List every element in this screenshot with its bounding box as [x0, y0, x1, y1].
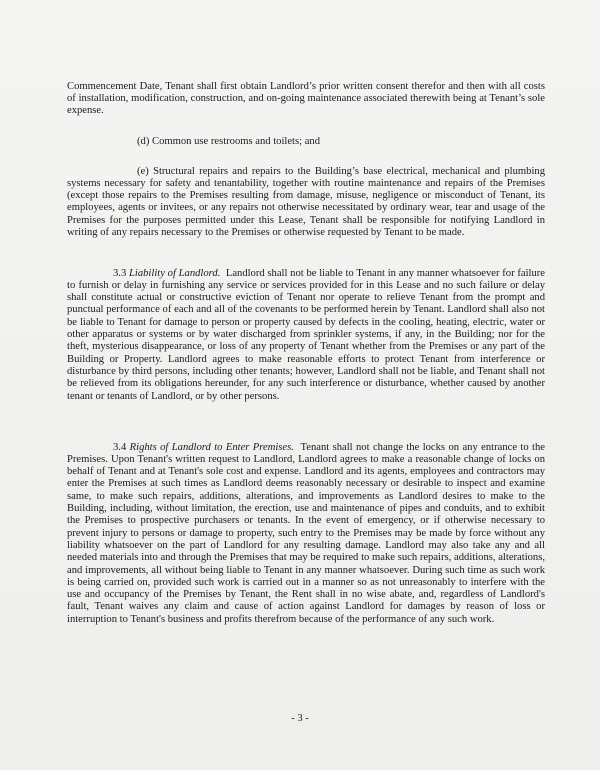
- page-number: - 3 -: [291, 713, 309, 724]
- section-number: 3.4: [113, 441, 127, 453]
- section-body: Landlord shall not be liable to Tenant in any manner whatsoever for failure to furnish or delay in furnishing any service or services provided for in this Lease and no such failure or delay shall constitute actual or constructive eviction of Tenant nor operate to relieve Tenant from the prompt and punctual performance of each and all of the covenants to be performed herein by Tenant. Landlord shall also not be liable to Tenant for damage to person or property caused by defects in the cooling, heating, electric, water or other apparatus or systems or by water discharged from sprinkler systems, if any, in the Building; nor for the theft, mysterious disappearance, or loss of any property of Tenant whether from the Premises or any part of the Building or Property. Landlord agrees to make reasonable efforts to protect Tenant from interference or disturbance by third persons, including other tenants; however, Landlord shall not be liable, and Tenant shall not be relieved from its obligations hereunder, for any such interference or disturbance, whether caused by another tenant or tenants of Landlord, or by other persons.: [67, 267, 545, 402]
- section-heading: Liability of Landlord.: [129, 267, 221, 279]
- item-e-structural-repairs: (e) Structural repairs and repairs to the Building’s base electrical, mechanical and plumbing systems necessary for safety and tenantability, together with routine maintenance and repairs of the Premises (except those repairs to the Premises resulting from damage, misuse, negligence or misconduct of Tenant, its employees, agents or invitees, or any repairs not otherwise necessitated by ordinary wear, tear and usage of the Premises for the purposes permitted under this Lease, Tenant shall be responsible for notifying Landlord in writing of any repairs necessary to the Premises or otherwise requested by Tenant to be made.: [67, 165, 545, 239]
- section-heading: Rights of Landlord to Enter Premises.: [129, 441, 294, 453]
- section-3-3-liability: [67, 268, 545, 403]
- paragraph-commencement-date: Commencement Date, Tenant shall first obtain Landlord’s prior written consent therefor and then with all costs of installation, modification, construction, and on-going maintenance associated therewith being at Tenant’s sole expense.: [67, 80, 545, 117]
- section-3-4-rights-to-enter: [67, 442, 545, 626]
- item-d-restrooms: (d) Common use restrooms and toilets; and: [137, 135, 321, 147]
- section-body: Tenant shall not change the locks on any entrance to the Premises. Upon Tenant's written request to Landlord, Landlord agrees to make a reasonable change of locks on behalf of Tenant and at Tenant's sole cost and expense. Landlord and its agents, employees and contractors may enter the Premises at such times as Landlord deems reasonably necessary or desirable to inspect and examine same, to make such repairs, additions, alterations, and improvements as Landlord desires to make to the Building, including, without limitation, the erection, use and maintenance of pipes and conduits, and to exhibit the Premises to prospective purchasers or tenants. In the event of emergency, or if otherwise necessary to prevent injury to persons or damage to property, such entry to the Premises may be made by force without any liability whatsoever on the part of Landlord for any resulting damage. Landlord may also take any and all needed materials into and through the Premises that may be required to make such repairs, additions, alterations, and improvements, all without being liable to Tenant in any manner whatsoever. During such time as such work is being carried on, provided such work is carried out in a manner so as not unreasonably to interfere with the use and occupancy of the Premises by Tenant, the Rent shall in no wise abate, and, regardless of Landlord's fault, Tenant waives any claim and cause of action against Landlord for damages by reason of loss or interruption to Tenant's business and profits therefrom because of the performance of any such work.: [67, 441, 546, 625]
- section-number: 3.3: [113, 267, 127, 279]
